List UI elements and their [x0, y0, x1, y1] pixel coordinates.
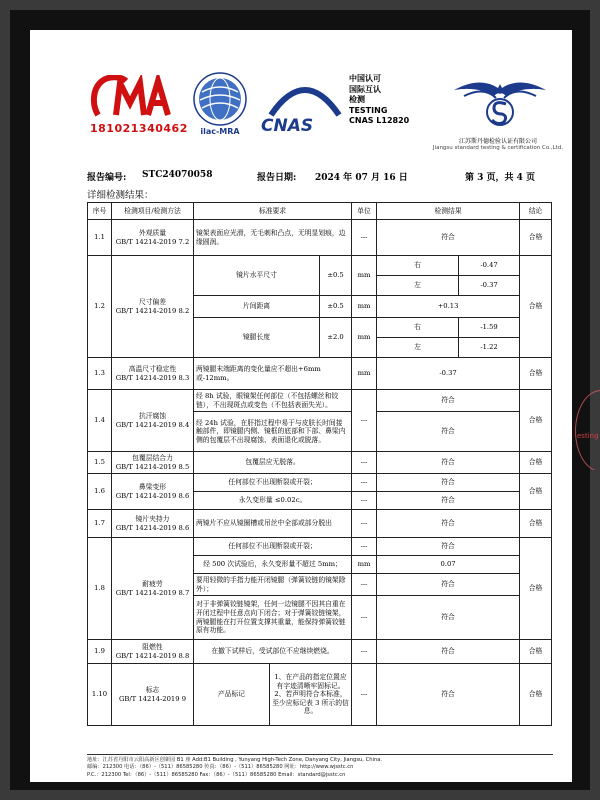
section-title: 详细检测结果：	[87, 190, 154, 201]
cnas-wordmark: CNAS	[261, 116, 314, 136]
company-name: 江苏斯丹德检验认证有限公司 Jiangsu standard testing & certification Co.,Ltd.	[432, 138, 564, 151]
report-page	[30, 30, 599, 782]
table-header-row: 序号 检测项目/检测方法 标准要求 单位 检测结果 结论	[88, 203, 552, 220]
cnas-info: 中国认可 国际互认 检测 TESTING CNAS L12820	[349, 74, 410, 125]
table-row: 1.8 耐疲劳 GB/T 14214-2019 8.7 任何部位不出现断裂或开裂； --- 符合 合格	[88, 538, 552, 556]
seal-stamp-partial: esting	[571, 390, 600, 470]
cma-code: 181021340462	[90, 122, 188, 135]
table-row: 1.9 阻燃性 GB/T 14214-2019 8.8 在撤下试样后，受试部位不应继续燃烧。 --- 符合 合格	[88, 640, 552, 664]
table-row: 1.1 外观质量 GB/T 14214-2019 7.2 镜架表面应光滑，无毛刺和凸点，无明显划痕，边缘圆润。 --- 符合 合格	[88, 220, 552, 256]
table-row: 1.6 鼻梁变形 GB/T 14214-2019 8.6 任何部位不出现断裂或开裂； --- 符合 合格	[88, 474, 552, 492]
footer-contact: 地址：江苏省丹阳市云阳高新区创新园 B1 座 Add:B1 Building , Yunyang High-Tech Zone, Danyang City, Jiangsu, China. 邮编：212300 电话：（86）-（511）86585280 传真：（86）-（511）86585280 网址：http://www.wjsstc.cn P.C.：212300 Tel：（86）-（511）86585280 Fax：（86）-（511）86585280 Email：standard@jsstc.cn	[87, 757, 383, 778]
report-number-value: STC24070058	[142, 170, 213, 180]
ilac-mra-text: ilac-MRA	[200, 127, 240, 136]
report-info-line	[87, 170, 567, 184]
report-number-label: 报告编号:	[87, 173, 127, 183]
table-row: 1.7 镜片夹持力 GB/T 14214-2019 8.6 两镜片不应从镜圈槽或吊丝中全部或部分脱出 --- 符合 合格	[88, 510, 552, 538]
table-row: 1.2 尺寸偏差 GB/T 14214-2019 8.2 镜片水平尺寸 ±0.5 mm 右 -0.47 合格	[88, 256, 552, 276]
table-row: 1.10 标志 GB/T 14214-2019 9 产品标记 1、在产品的指定位置应有字迹清晰牢固标记。2、若声明符合本标准，至少应标记表 3 所示的信息。 --- 符合 合格	[88, 664, 552, 726]
footer-divider	[87, 754, 553, 755]
results-table: 序号 检测项目/检测方法 标准要求 单位 检测结果 结论 1.1 外观质量 GB/T 14214-2019 7.2 镜架表面应光滑，无毛刺和凸点，无明显划痕，边缘圆润。 --- 符合 合格 1.2 尺寸偏差 GB/T 14214-2019 8.2 镜片水平尺寸 ±0.5 mm 右 -0.47 合格 左 -0.37 片间距离 ±0.5 mm +0.13 镜腿长度 ±2.0 mm 右 -1.59 左 -1.22 1.3 高温尺寸稳定性 GB/T 14214-2019 8.3 两镜腿末端距离的变化量应不超出+6mm或-12mm。 mm -0.37 合格 1.4 抗汗腐蚀 GB/T 14214-2019 8.4 经 8h 试验，眼镜架任何部位（不包括螺丝和铰链），不出现斑点或变色（不包括表面失光）。 --- 符合 合格 经 24h 试验，在肝指过程中易于与皮肤长时间接触部件，即镜腿内侧、镜框的底部和下部、鼻梁内侧的包覆层不出现腐蚀、表面退化或脱落。 符合 1.5 包覆层结合力 GB/T 14214-2019 8.5 包覆层应无脱落。 --- 符合 合格 1.6 鼻梁变形 GB/T 14214-2019 8.6 任何部位不出现断裂或开裂； --- 符合 合格 永久变形量 ≤0.02c。 --- 符合 1.7 镜片夹持力 GB/T 14214-2019 8.6 两镜片不应从镜圈槽或吊丝中全部或部分脱出 --- 符合 合格 1.8 耐疲劳 GB/T 14214-2019 8.7 任何部位不出现断裂或开裂； --- 符合 合格 经 500 次试验后，永久变形量不超过 5mm； mm 0.07 要用轻微的手指力能开闭镜腿（弹簧铰链的镜架除外）； --- 符合 对于非弹簧铰链镜架，任何一边镜腿不因其自重在开闭过程中任意点向下闭合；对于弹簧铰链镜架，两镜腿能在打开位置支撑其重量，能保持弹簧铰链原有功能。 --- 符合 1.9 阻燃性 GB/T 14214-2019 8.8 在撤下试样后，受试部位不应继续燃烧。 --- 符合 合格 1.10 标志 GB/T 14214-2019 9 产品标记 1、在产品的指定位置应有字迹清晰牢固标记。2、若声明符合本标准，至少应标记表 3 所示的信息。 --- 符合 合格	[87, 202, 552, 726]
table-row: 1.4 抗汗腐蚀 GB/T 14214-2019 8.4 经 8h 试验，眼镜架任何部位（不包括螺丝和铰链），不出现斑点或变色（不包括表面失光）。 --- 符合 合格	[88, 390, 552, 412]
ilac-mra-logo	[190, 72, 250, 131]
report-date-label: 报告日期:	[257, 173, 297, 183]
company-eagle-logo	[450, 72, 550, 141]
cma-logo	[90, 75, 175, 124]
table-row: 1.5 包覆层结合力 GB/T 14214-2019 8.5 包覆层应无脱落。 --- 符合 合格	[88, 452, 552, 474]
table-row: 1.3 高温尺寸稳定性 GB/T 14214-2019 8.3 两镜腿末端距离的变化量应不超出+6mm或-12mm。 mm -0.37 合格	[88, 358, 552, 390]
report-date-value: 2024 年 07 月 16 日	[315, 173, 408, 183]
page-indicator: 第 3 页，共 4 页	[465, 173, 536, 183]
